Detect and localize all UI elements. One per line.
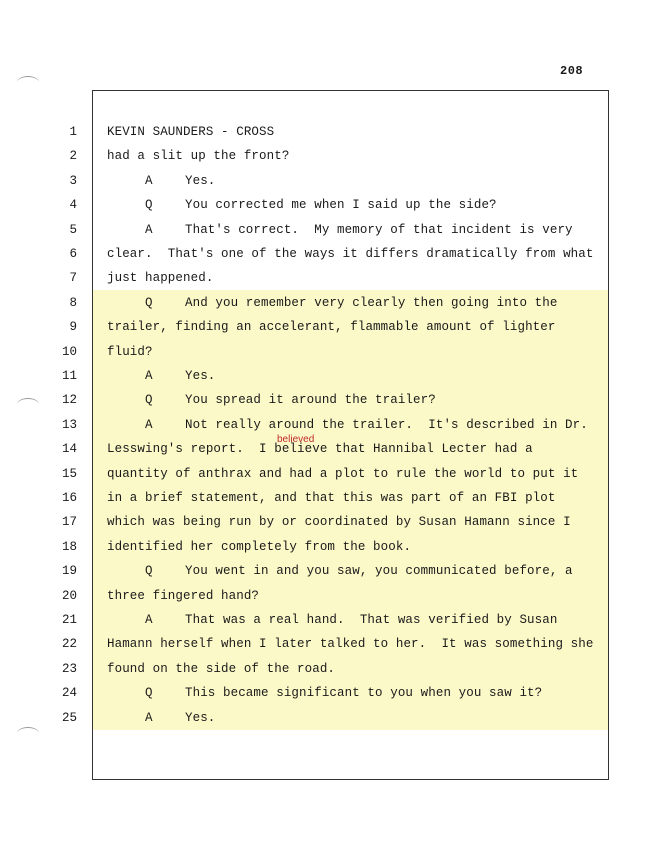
line-number: 13: [61, 418, 77, 432]
transcript-line: [107, 539, 607, 555]
line-number: 22: [61, 637, 77, 651]
transcript-line: [107, 344, 607, 360]
speaker-label: Q: [145, 564, 153, 578]
line-number: 17: [61, 515, 77, 529]
speaker-label: A: [145, 223, 153, 237]
transcript-line: [145, 685, 615, 701]
line-number: 7: [69, 271, 77, 285]
line-text: found on the side of the road.: [107, 662, 336, 676]
transcript-line: [107, 148, 607, 164]
speaker-label: A: [145, 613, 153, 627]
line-text: quantity of anthrax and had a plot to rule the world to put it: [107, 467, 579, 481]
line-number: 21: [61, 613, 77, 627]
transcript-line: [145, 563, 615, 579]
transcript-line: [145, 222, 615, 238]
line-text: Yes.: [185, 369, 216, 383]
line-number: 11: [61, 369, 77, 383]
line-text: clear. That's one of the ways it differs dramatically from what: [107, 247, 594, 261]
line-text: Yes.: [185, 711, 216, 725]
line-text: Lesswing's report. I believe that Hannibal Lecter had a: [107, 442, 533, 456]
line-text: You corrected me when I said up the side?: [185, 198, 497, 212]
punch-hole-mark: [17, 398, 39, 411]
line-text: KEVIN SAUNDERS - CROSS: [107, 125, 275, 139]
line-number: 6: [69, 247, 77, 261]
line-number: 20: [61, 589, 77, 603]
line-text: Yes.: [185, 174, 216, 188]
speaker-label: A: [145, 711, 153, 725]
page-number: 208: [560, 64, 584, 78]
transcript-line: [107, 124, 607, 140]
transcript-line: [107, 441, 607, 457]
transcript-line: [145, 417, 615, 433]
line-text: You spread it around the trailer?: [185, 393, 436, 407]
speaker-label: A: [145, 369, 153, 383]
line-text: You went in and you saw, you communicated before, a: [185, 564, 573, 578]
speaker-label: Q: [145, 296, 153, 310]
line-text: That was a real hand. That was verified by Susan: [185, 613, 558, 627]
line-text: in a brief statement, and that this was part of an FBI plot: [107, 491, 556, 505]
transcript-line: [145, 173, 615, 189]
line-number: 18: [61, 540, 77, 554]
line-text: Hamann herself when I later talked to her. It was something she: [107, 637, 594, 651]
line-number: 12: [61, 393, 77, 407]
line-number: 19: [61, 564, 77, 578]
speaker-label: A: [145, 174, 153, 188]
transcript-line: [107, 490, 607, 506]
line-text: had a slit up the front?: [107, 149, 290, 163]
line-text: fluid?: [107, 345, 153, 359]
transcript-line: [107, 466, 607, 482]
line-number: 25: [61, 711, 77, 725]
line-number: 8: [69, 296, 77, 310]
line-text: This became significant to you when you saw it?: [185, 686, 543, 700]
transcript-line: [145, 710, 615, 726]
line-text: which was being run by or coordinated by Susan Hamann since I: [107, 515, 571, 529]
transcript-line: [145, 295, 615, 311]
line-number: 16: [61, 491, 77, 505]
transcript-line: [145, 612, 615, 628]
transcript-line: [107, 246, 607, 262]
line-number: 2: [69, 149, 77, 163]
transcript-line: [107, 270, 607, 286]
line-text: That's correct. My memory of that incident is very: [185, 223, 573, 237]
transcript-line: [145, 392, 615, 408]
transcript-line: [145, 368, 615, 384]
speaker-label: Q: [145, 686, 153, 700]
line-text: three fingered hand?: [107, 589, 260, 603]
line-number: 14: [61, 442, 77, 456]
speaker-label: A: [145, 418, 153, 432]
punch-hole-mark: [17, 76, 39, 89]
line-text: identified her completely from the book.: [107, 540, 412, 554]
speaker-label: Q: [145, 198, 153, 212]
line-number: 5: [69, 223, 77, 237]
line-number: 3: [69, 174, 77, 188]
transcript-line: [107, 661, 607, 677]
line-number: 15: [61, 467, 77, 481]
line-number: 10: [61, 345, 77, 359]
speaker-label: Q: [145, 393, 153, 407]
transcript-line: [107, 636, 607, 652]
handwritten-annotation: believed: [277, 434, 315, 445]
line-number: 1: [69, 125, 77, 139]
line-text: just happened.: [107, 271, 214, 285]
line-number: 9: [69, 320, 77, 334]
line-number: 4: [69, 198, 77, 212]
punch-hole-mark: [17, 727, 39, 740]
line-number: 23: [61, 662, 77, 676]
line-text: And you remember very clearly then going into the: [185, 296, 558, 310]
line-text: Not really around the trailer. It's described in Dr.: [185, 418, 588, 432]
transcript-line: [107, 588, 607, 604]
transcript-line: [107, 514, 607, 530]
transcript-line: [145, 197, 615, 213]
line-number: 24: [61, 686, 77, 700]
transcript-line: [107, 319, 607, 335]
line-text: trailer, finding an accelerant, flammable amount of lighter: [107, 320, 556, 334]
